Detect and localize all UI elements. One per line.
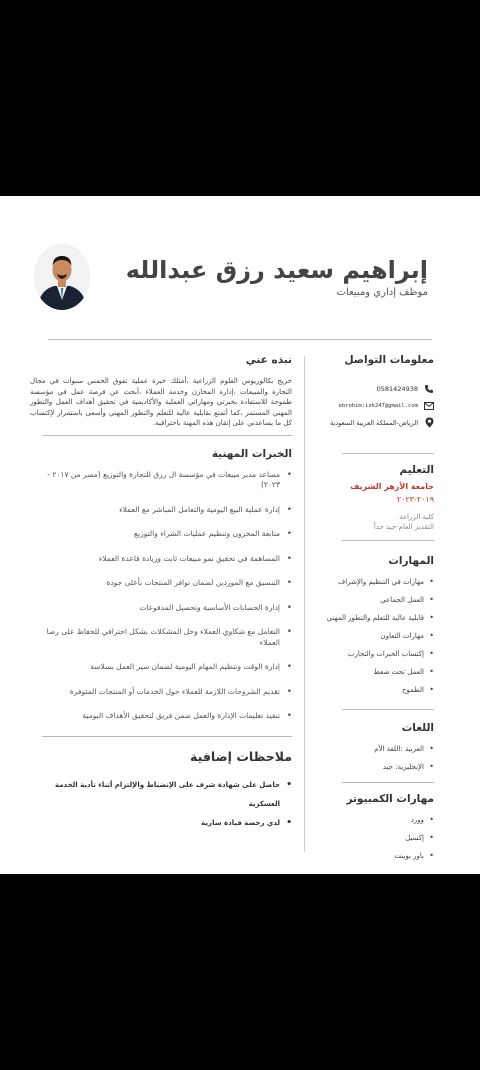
skills-list	[308, 573, 434, 699]
experience-item: • مساعد مدير مبيعات في مؤسسة ال رزق للتجارة والتوزيع (مصر من ٢٠١٧ - ٢٠٢٣)	[30, 470, 292, 491]
experience-item: • التنسيق مع الموردين لضمان توافر المنتجات بأعلى جودة	[30, 578, 292, 589]
contact-phone	[308, 380, 434, 397]
note-item: • حاصل على شهادة شرف على الإنضباط والإلتزام أثناء تأدية الخدمة العسكرية	[30, 776, 292, 814]
location-text: الرياض-المملكة العربية السعودية	[329, 418, 418, 427]
languages-list	[308, 740, 434, 776]
skill-item: • مهارات في التنظيم والإشراف	[308, 573, 434, 591]
skill-item: • العمل الجماعي	[308, 591, 434, 609]
skill-item: • العمل تحت ضغط	[308, 663, 434, 681]
experience-item: • إدارة عملية البيع اليومية والتعامل المباشر مع العملاء	[30, 505, 292, 516]
experience-heading: الخبرات المهنية	[211, 447, 292, 460]
profile-photo-graphic	[34, 244, 90, 310]
person-name: إبراهيم سعيد رزق عبدالله	[125, 256, 428, 284]
education-grade: التقدير العام-جيد جداً	[373, 523, 434, 531]
education-school: جامعة الأزهر الشريف	[350, 482, 434, 491]
computer-skill-item: • وورد	[308, 811, 434, 829]
computer-skills-heading: مهارات الكمبيوتر	[346, 793, 434, 805]
skill-item: • قابلية عالية للتعلم والتطور المهني	[308, 609, 434, 627]
experience-item: • تقديم الشروحات اللازمة للعملاء حول الخدمات أو المنتجات المتوفرة	[30, 687, 292, 698]
experience-item: • تنفيذ تعليمات الإدارة والعمل ضمن فريق لتحقيق الأهداف اليومية	[30, 711, 292, 722]
about-text: خريج بكالوريوس العلوم الزراعية ،أمتلك خبرة عملية تفوق الخمس سنوات في مجال التجارة والمبيعات ،إدارة المخازن وخدمة العملاء ،أبحث عن فرصة عمل في مؤسسة طموحة للاستفادة بخبرتي ومهاراتي العملية والأكاديمية في تحقيق أهداف العمل والتطور المهني المستمر ،كما أتمتع بقابلية عالية للتعلم والتطور المهني وأسعى باستمرار لإكتساب كل ما يساعدني على إتقان هذه المهنة باحترافية.	[30, 377, 292, 427]
skill-item: • الطموح	[308, 681, 434, 699]
computer-skill-item: • إكسيل	[308, 829, 434, 847]
column-divider	[304, 356, 305, 852]
contact-heading: معلومات التواصل	[344, 354, 434, 366]
phone-number: 0581424938	[376, 384, 418, 393]
computer-skill-item: • باور بوينت	[308, 847, 434, 865]
education-years: ٢٠١٩-٢٠٢٣	[396, 495, 434, 504]
map-pin-icon	[424, 418, 434, 428]
contact-location	[308, 414, 434, 431]
notes-list	[30, 776, 292, 833]
education-heading: التعليم	[399, 464, 434, 476]
experience-item: • المساهمة في تحقيق نمو مبيعات ثابت وزيادة قاعدة العملاء	[30, 554, 292, 565]
email-address: ebrohim:izk247@gmail.com	[338, 402, 418, 409]
experience-item: • متابعة المخزون وتنظيم عمليات الشراء والتوزيع	[30, 529, 292, 540]
computer-skills-list	[308, 811, 434, 865]
language-item: • الإنجليزية: جيد	[308, 758, 434, 776]
skill-item: • مهارات التعاون	[308, 627, 434, 645]
job-title: موظف إداري ومبيعات	[336, 287, 428, 298]
experience-item: • إدارة الحسابات الأساسية وتحصيل المدفوعات	[30, 603, 292, 614]
skills-heading: المهارات	[388, 555, 434, 567]
experience-item: • التعامل مع شكاوي العملاء وحل المشكلات بشكل احترافي للحفاظ على رضا العملاء	[30, 627, 292, 648]
main-column	[30, 354, 292, 833]
about-heading: نبذه عني	[245, 354, 292, 366]
skill-item: • إكتساب الخبرات والتجارب	[308, 645, 434, 663]
contact-email	[308, 397, 434, 414]
experience-list	[30, 470, 292, 722]
resume-page	[0, 196, 480, 874]
languages-heading: اللغات	[401, 722, 434, 734]
notes-heading: ملاحظات إضافية	[190, 748, 292, 764]
profile-photo	[34, 244, 90, 310]
phone-icon	[424, 384, 434, 394]
sidebar	[308, 354, 434, 865]
experience-item: • إدارة الوقت وتنظيم المهام اليومية لضمان سير العمل بسلاسة	[30, 662, 292, 673]
language-item: • العربية :اللغة الأم	[308, 740, 434, 758]
education-faculty: كلية الزراعة	[399, 513, 434, 521]
header-divider	[48, 339, 432, 340]
note-item: • لدي رخصة قيادة سارية	[30, 814, 292, 833]
envelope-icon	[424, 401, 434, 411]
